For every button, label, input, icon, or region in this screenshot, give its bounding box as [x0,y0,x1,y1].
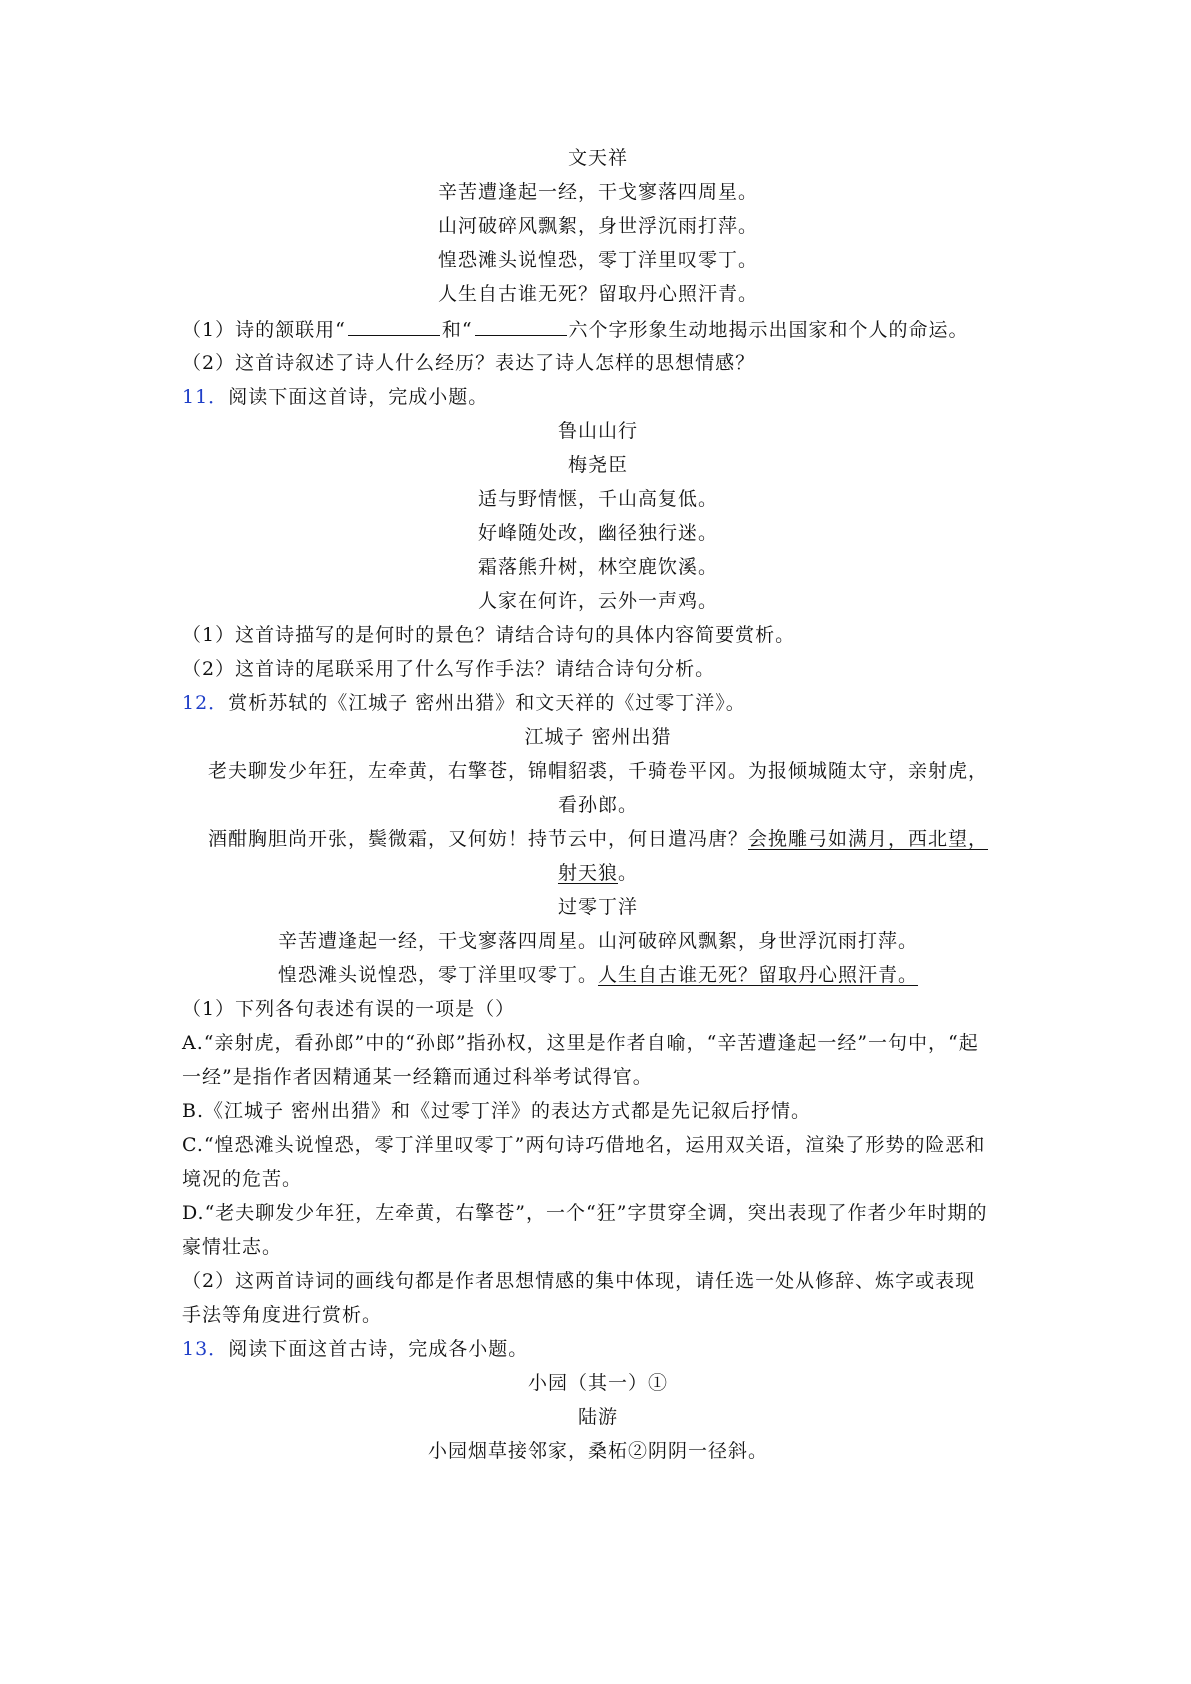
poem-line: 人生自古谁无死？留取丹心照汗青。 [437,283,758,305]
poem-line: 好峰随处改，幽径独行迷。 [477,522,718,544]
answer-blank [348,317,440,336]
underlined-sentence: 射天狼 [557,862,618,884]
poem-author: 梅尧臣 [567,454,628,476]
poem-line: 人家在何许，云外一声鸡。 [477,590,718,612]
poem-line: 老夫聊发少年狂，左牵黄，右擎苍，锦帽貂裘，千骑卷平冈。为报倾城随太守，亲射虎， [207,760,988,782]
answer-blank [475,317,567,336]
question-number: 13． [182,1338,229,1360]
option-d-continued: 豪情壮志。 [182,1236,283,1258]
option-b: B.《江城子 密州出猎》和《过零丁洋》的表达方式都是先记叙后抒情。 [182,1100,812,1122]
question-text: （2）这两首诗词的画线句都是作者思想情感的集中体现，请任选一处从修辞、炼字或表现 [182,1270,976,1292]
question-number: 11． [182,386,229,408]
poem-line: 霜落熊升树，林空鹿饮溪。 [477,556,718,578]
question-number: 12． [182,692,229,714]
question-text: （1）这首诗描写的是何时的景色？请结合诗句的具体内容简要赏析。 [182,624,796,646]
underlined-sentence: 人生自古谁无死？留取丹心照汗青。 [598,964,919,986]
poem-author: 陆游 [577,1406,618,1428]
poem-title: 小园（其一）① [527,1372,668,1394]
poem-line: 山河破碎风飘絮，身世浮沉雨打萍。 [437,215,758,237]
poem-line: 惶恐滩头说惶恐，零丁洋里叹零丁。人生自古谁无死？留取丹心照汗青。 [277,964,919,986]
fill-blank-question: （1）诗的颔联用“ 和“ 六个字形象生动地揭示出国家和个人的命运。 [182,319,969,341]
question-text: （2）这首诗叙述了诗人什么经历？表达了诗人怎样的思想情感？ [182,352,756,374]
poem-line: 射天狼。 [557,862,639,884]
option-d: D.“老夫聊发少年狂，左牵黄，右擎苍”，一个“狂”字贯穿全调，突出表现了作者少年时期的 [182,1202,988,1224]
poem-title: 鲁山山行 [557,420,638,442]
question-text: （1）下列各句表述有误的一项是（） [182,998,516,1020]
option-c: C.“惶恐滩头说惶恐，零丁洋里叹零丁”两句诗巧借地名，运用双关语，渲染了形势的险恶和 [182,1134,986,1156]
option-a: A.“亲射虎，看孙郎”中的“孙郎”指孙权，这里是作者自喻，“辛苦遭逢起一经”一句中，“起 [182,1032,979,1054]
poem-line: 辛苦遭逢起一经，干戈寥落四周星。山河破碎风飘絮，身世浮沉雨打萍。 [277,930,918,952]
option-a-continued: 一经”是指作者因精通某一经籍而通过科举考试得官。 [182,1066,653,1088]
poem-author: 文天祥 [567,147,628,169]
question-heading: 11．阅读下面这首诗，完成小题。 [182,386,489,408]
underlined-sentence: 会挽雕弓如满月，西北望， [748,828,989,850]
poem-line: 适与野情惬，千山高复低。 [477,488,718,510]
poem-line: 辛苦遭逢起一经，干戈寥落四周星。 [437,181,758,203]
question-text: （2）这首诗的尾联采用了什么写作手法？请结合诗句分析。 [182,658,716,680]
poem-line: 看孙郎。 [557,794,638,816]
poem-title: 过零丁洋 [557,896,638,918]
poem-line: 小园烟草接邻家，桑柘②阴阴一径斜。 [427,1440,768,1462]
poem-title: 江城子 密州出猎 [524,726,672,748]
poem-line: 惶恐滩头说惶恐，零丁洋里叹零丁。 [437,249,758,271]
question-heading: 13．阅读下面这首古诗，完成各小题。 [182,1338,529,1360]
question-text-continued: 手法等角度进行赏析。 [182,1304,383,1326]
option-c-continued: 境况的危苦。 [182,1168,303,1190]
poem-line: 酒酣胸胆尚开张，鬓微霜，又何妨！持节云中，何日遣冯唐？会挽雕弓如满月，西北望， [207,828,989,850]
question-heading: 12．赏析苏轼的《江城子 密州出猎》和文天祥的《过零丁洋》。 [182,692,746,714]
